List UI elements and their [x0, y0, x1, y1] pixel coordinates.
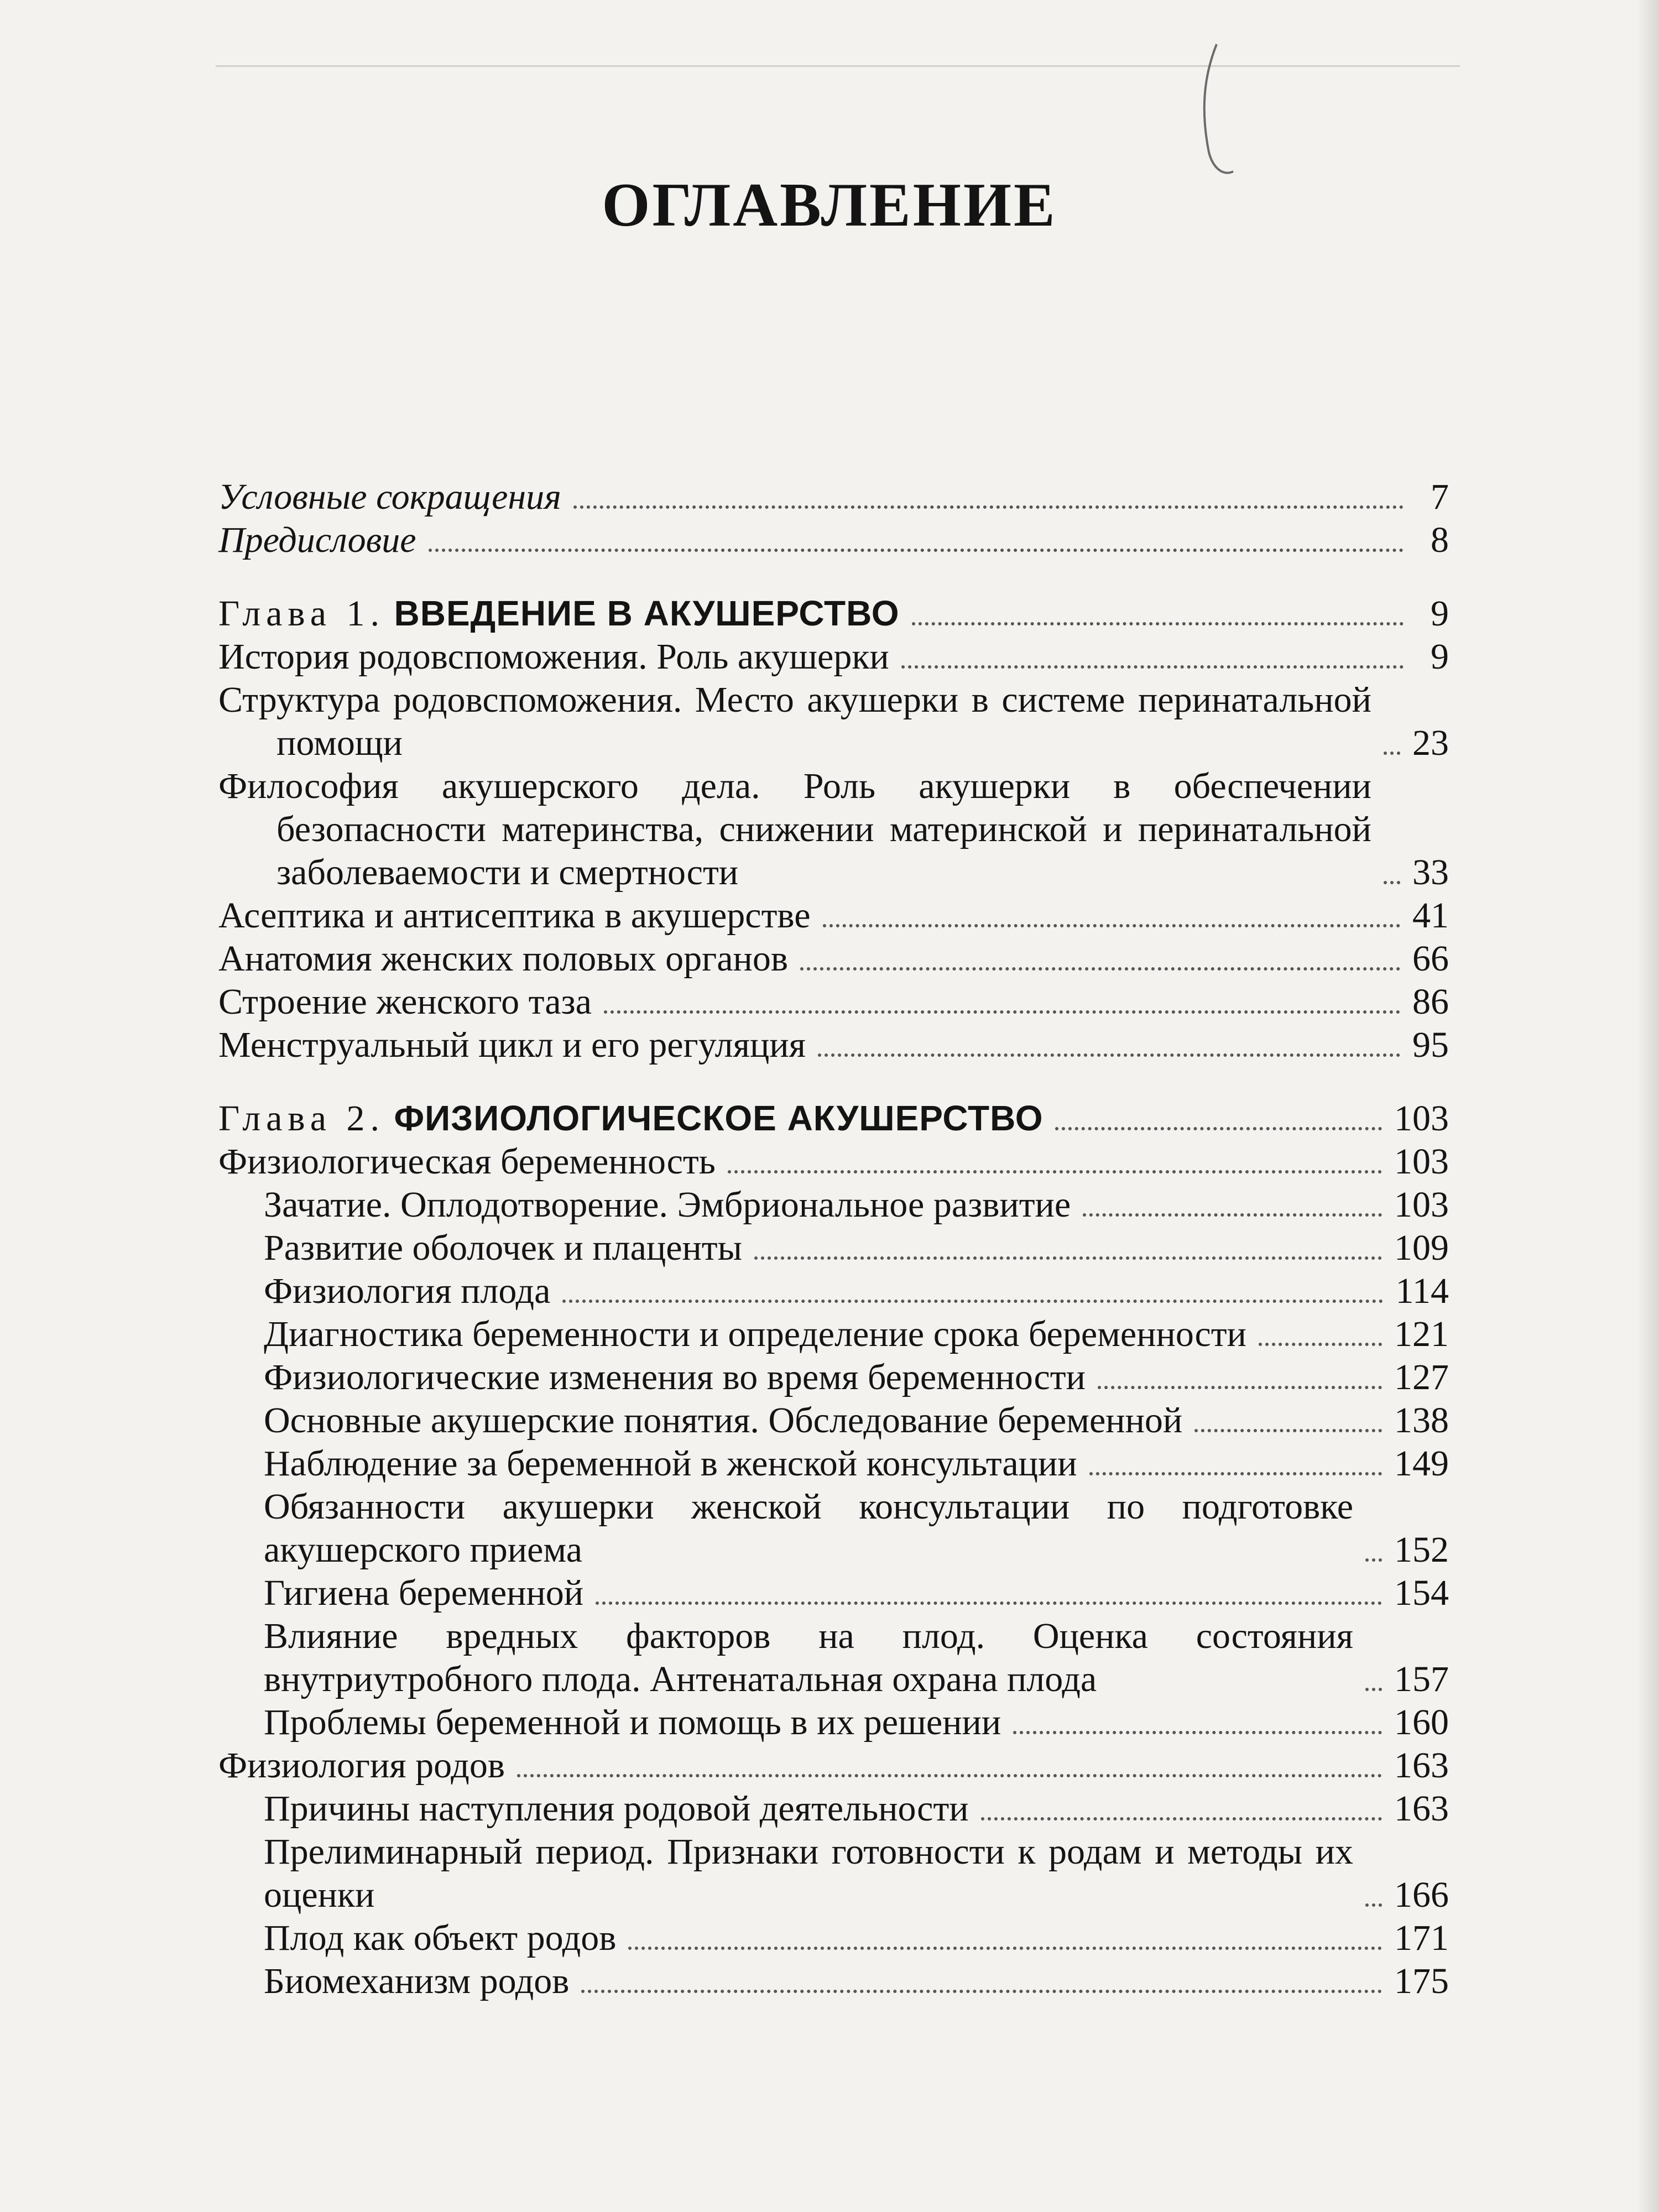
toc-entry-label: Предисловие [218, 520, 416, 560]
toc-chapter-2[interactable] [218, 1097, 1449, 1140]
dot-leader [1365, 1688, 1382, 1691]
dot-leader [562, 1300, 1383, 1303]
dot-leader [912, 622, 1404, 625]
toc-entry-label: Влияние вредных факторов на плод. Оценка состояния внутриутробного плода. Антенатальная охрана плода [264, 1616, 1353, 1699]
toc-entry-label: Анатомия женских половых органов [218, 938, 788, 979]
toc-entry[interactable] [218, 980, 1449, 1024]
toc-page-number: 163 [1394, 1788, 1449, 1829]
chapter-label: Глава 2. [218, 1098, 385, 1139]
toc-page-number: 171 [1394, 1918, 1449, 1958]
toc-entry[interactable] [218, 1227, 1449, 1270]
toc-entry-label: Плод как объект родов [264, 1918, 617, 1958]
toc-page-number: 166 [1394, 1875, 1449, 1915]
toc-entry[interactable] [218, 1701, 1449, 1744]
toc-page-number: 95 [1412, 1025, 1449, 1065]
toc-entry[interactable] [218, 1024, 1449, 1067]
toc-entry-preface[interactable] [218, 519, 1449, 562]
dot-leader [1083, 1213, 1382, 1217]
toc-entry-label: Обязанности акушерки женской консультации по подготовке акушерского приема [264, 1486, 1353, 1570]
toc-page-number: 86 [1412, 982, 1449, 1022]
dot-leader [981, 1817, 1382, 1820]
toc-entry-label: Асептика и антисептика в акушерстве [218, 895, 811, 936]
dot-leader [1365, 1903, 1382, 1907]
toc-entry-label: Философия акушерского дела. Роль акушерки в обеспечении безопасности материнства, снижении материнской и перинатальной заболеваемости и смертности [218, 766, 1371, 893]
toc-entry[interactable] [218, 1442, 1449, 1485]
dot-leader [581, 1990, 1382, 1993]
dot-leader [1013, 1731, 1382, 1734]
toc-page-number: 152 [1394, 1530, 1449, 1570]
chapter-name: ВВЕДЕНИЕ В АКУШЕРСТВО [394, 593, 900, 633]
dot-leader [1089, 1472, 1382, 1475]
toc-page-number: 41 [1412, 895, 1449, 936]
toc-section[interactable] [218, 1744, 1449, 1787]
toc-entry[interactable] [218, 1485, 1449, 1572]
toc-entry-label: Структура родовспоможения. Место акушерки в системе перинатальной помощи [218, 680, 1371, 763]
toc-page-number: 127 [1394, 1357, 1449, 1397]
toc-entry-label: Биомеханизм родов [264, 1961, 570, 2001]
toc-entry-label: История родовспоможения. Роль акушерки [218, 637, 889, 677]
toc-entry-label: Физиологические изменения во время беременности [264, 1357, 1086, 1397]
dot-leader [596, 1601, 1382, 1605]
toc-entry-label: Причины наступления родовой деятельности [264, 1788, 969, 1829]
toc-page-number: 149 [1394, 1443, 1449, 1484]
toc-page-number: 103 [1394, 1141, 1449, 1182]
toc-entry-label: Зачатие. Оплодотворение. Эмбриональное развитие [264, 1185, 1071, 1225]
toc-page-number: 9 [1431, 593, 1449, 634]
toc-entry[interactable] [218, 1183, 1449, 1227]
toc-entry-label: Развитие оболочек и плаценты [264, 1228, 742, 1268]
toc-entry-label: Физиологическая беременность [218, 1141, 716, 1182]
toc-page-number: 23 [1412, 723, 1449, 763]
dot-leader [1194, 1429, 1382, 1432]
toc-page-number: 103 [1394, 1098, 1449, 1139]
toc-entry[interactable] [218, 765, 1449, 894]
toc-entry[interactable] [218, 1399, 1449, 1442]
toc-page-number: 121 [1394, 1314, 1449, 1354]
toc-page-number: 8 [1431, 520, 1449, 560]
dot-leader [604, 1010, 1400, 1014]
toc-page-number: 157 [1394, 1659, 1449, 1699]
toc-page-number: 154 [1394, 1573, 1449, 1613]
toc-entry[interactable] [218, 1356, 1449, 1399]
toc-entry-label: Условные сокращения [218, 477, 561, 517]
toc-page-number: 66 [1412, 938, 1449, 979]
toc-entry[interactable] [218, 1572, 1449, 1615]
toc-page-number: 7 [1431, 477, 1449, 517]
dot-leader [1098, 1386, 1382, 1389]
toc-entry[interactable] [218, 1787, 1449, 1830]
toc-entry-label: Прелиминарный период. Признаки готовности к родам и методы их оценки [264, 1832, 1353, 1915]
toc-entry[interactable] [218, 635, 1449, 679]
dot-leader [800, 967, 1400, 971]
toc-page-number: 138 [1394, 1400, 1449, 1441]
dot-leader [628, 1947, 1382, 1950]
chapter-name: ФИЗИОЛОГИЧЕСКОЕ АКУШЕРСТВО [394, 1098, 1044, 1138]
toc-entry-label: Проблемы беременной и помощь в их решении [264, 1702, 1001, 1743]
toc-page-number: 175 [1394, 1961, 1449, 2001]
toc-page-number: 160 [1394, 1702, 1449, 1743]
toc-page-number: 114 [1395, 1271, 1449, 1311]
pen-mark [1183, 39, 1294, 182]
dot-leader [1384, 881, 1400, 884]
dot-leader [1384, 752, 1400, 755]
dot-leader [818, 1053, 1400, 1057]
dot-leader [517, 1774, 1382, 1777]
dot-leader [901, 665, 1404, 669]
toc-entry[interactable] [218, 894, 1449, 937]
dot-leader [429, 549, 1404, 552]
toc-page-number: 9 [1431, 637, 1449, 677]
toc-page-number: 109 [1394, 1228, 1449, 1268]
toc-page-number: 33 [1412, 852, 1449, 893]
toc-entry-label: Диагностика беременности и определение срока беременности [264, 1314, 1246, 1354]
toc-entry[interactable] [218, 1270, 1449, 1313]
toc-entry-label: Физиология родов [218, 1745, 505, 1786]
toc-entry-label: Наблюдение за беременной в женской консультации [264, 1443, 1077, 1484]
toc-entry[interactable] [218, 1313, 1449, 1356]
toc-entry-label: Основные акушерские понятия. Обследование беременной [264, 1400, 1183, 1441]
table-of-contents [218, 476, 1449, 2003]
toc-entry[interactable] [218, 679, 1449, 765]
toc-entry-label: Физиология плода [264, 1271, 551, 1311]
toc-page-number: 103 [1394, 1185, 1449, 1225]
toc-entry[interactable] [218, 1830, 1449, 1917]
toc-page-number: 163 [1394, 1745, 1449, 1786]
toc-entry[interactable] [218, 1917, 1449, 1960]
toc-section[interactable] [218, 1140, 1449, 1183]
toc-entry[interactable] [218, 1960, 1449, 2003]
dot-leader [1365, 1558, 1382, 1562]
page-title: ОГЛАВЛЕНИЕ [602, 171, 1057, 240]
dot-leader [1055, 1127, 1382, 1130]
toc-entry-label: Строение женского таза [218, 982, 592, 1022]
dot-leader [573, 505, 1404, 509]
dot-leader [728, 1170, 1382, 1173]
page-edge [1637, 0, 1659, 2212]
chapter-label: Глава 1. [218, 593, 385, 634]
dot-leader [823, 924, 1400, 927]
toc-entry[interactable] [218, 1615, 1449, 1701]
dot-leader [1259, 1343, 1382, 1346]
toc-chapter-1[interactable] [218, 592, 1449, 635]
dot-leader [754, 1256, 1382, 1260]
toc-entry-abbreviations[interactable] [218, 476, 1449, 519]
toc-entry[interactable] [218, 937, 1449, 980]
toc-entry-label: Гигиена беременной [264, 1573, 584, 1613]
toc-entry-label: Менструальный цикл и его регуляция [218, 1025, 806, 1065]
